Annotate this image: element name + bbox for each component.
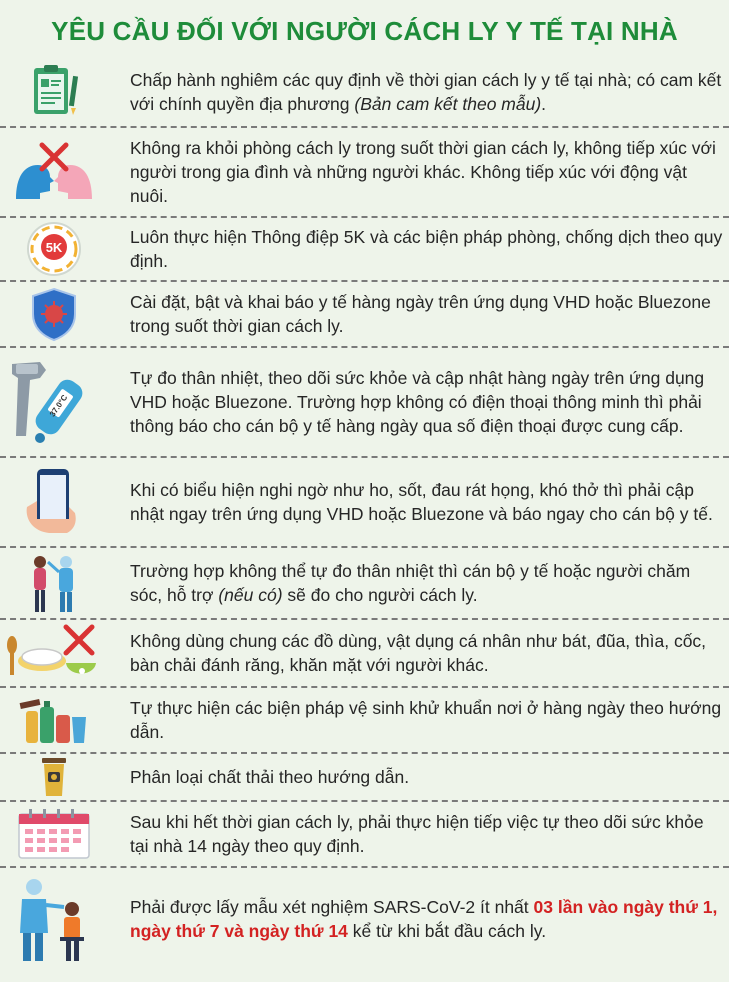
5k-badge-icon xyxy=(6,218,102,280)
no-sharing-dishes-icon xyxy=(6,620,102,686)
requirements-list xyxy=(0,58,729,970)
item-note: (nếu có) xyxy=(218,585,283,605)
list-item xyxy=(0,58,729,126)
list-item xyxy=(0,752,729,800)
item-text-end: sẽ đo cho người cách ly. xyxy=(287,585,478,605)
list-item xyxy=(0,866,729,970)
list-item xyxy=(0,346,729,456)
list-item xyxy=(0,546,729,618)
list-item xyxy=(0,618,729,686)
item-text: Tự thực hiện các biện pháp vệ sinh khử khuẩn nơi ở hàng ngày theo hướng dẫn. xyxy=(130,698,722,742)
item-text: Phân loại chất thải theo hướng dẫn. xyxy=(130,767,410,787)
item-end: . xyxy=(541,94,547,114)
smartphone-hand-icon xyxy=(6,458,102,546)
item-text: Luôn thực hiện Thông điệp 5K và các biện pháp phòng, chống dịch theo quy định. xyxy=(130,227,723,271)
list-item xyxy=(0,456,729,546)
thermo-reading: 37.0°C xyxy=(47,393,70,419)
item-text: Khi có biểu hiện nghi ngờ như ho, sốt, đau rát họng, khó thở thì phải cập nhật ngay trên ứng dụng VHD hoặc Bluezone và báo ngay cho cán bộ y tế. xyxy=(130,480,713,524)
item-text: Chấp hành nghiêm các quy định về thời gian cách ly y tế tại nhà; có cam kết với chính quyền địa phương xyxy=(130,70,722,114)
trash-bin-icon xyxy=(6,754,102,800)
badge-label: 5K xyxy=(45,240,63,255)
thermometer-icon xyxy=(6,348,102,456)
page-title: YÊU CẦU ĐỐI VỚI NGƯỜI CÁCH LY Y TẾ TẠI NHÀ xyxy=(51,16,678,46)
cleaning-supplies-icon xyxy=(6,688,102,752)
list-item xyxy=(0,800,729,866)
list-item xyxy=(0,126,729,216)
item-text: Không ra khỏi phòng cách ly trong suốt thời gian cách ly, không tiếp xúc với người trong gia đình và những người khác. Không tiếp xúc với động vật nuôi. xyxy=(130,138,716,206)
swab-test-icon xyxy=(6,868,102,970)
health-worker-measuring-icon xyxy=(6,548,102,618)
item-note: (Bản cam kết theo mẫu) xyxy=(354,94,542,114)
document-pen-icon xyxy=(6,58,102,126)
list-item xyxy=(0,280,729,346)
item-text: Không dùng chung các đồ dùng, vật dụng cá nhân như bát, đũa, thìa, cốc, bàn chải đánh răng, khăn mặt với người khác. xyxy=(130,631,707,675)
list-item xyxy=(0,686,729,752)
item-text: Tự đo thân nhiệt, theo dõi sức khỏe và cập nhật hàng ngày trên ứng dụng VHD hoặc Bluezone. Trường hợp không có điện thoại thông minh thì phải thông báo cho cán bộ y tế hàng ngày qua số điện thoại được cung cấp. xyxy=(130,368,705,436)
item-text-end: kể từ khi bắt đầu cách ly. xyxy=(352,921,547,941)
virus-shield-icon xyxy=(6,282,102,346)
calendar-icon xyxy=(6,802,102,866)
item-text: Sau khi hết thời gian cách ly, phải thực hiện tiếp việc tự theo dõi sức khỏe tại nhà 14 ngày theo quy định. xyxy=(130,812,704,856)
item-text: Trường hợp không thể tự đo thân nhiệt thì cán bộ y tế hoặc người chăm sóc, hỗ trợ xyxy=(130,561,691,605)
list-item xyxy=(0,216,729,280)
item-text: Phải được lấy mẫu xét nghiệm SARS-CoV-2 ít nhất xyxy=(130,897,529,917)
item-highlight: 03 lần vào ngày thứ 1, ngày thứ 7 và ngày thứ 14 xyxy=(130,897,718,941)
item-text: Cài đặt, bật và khai báo y tế hàng ngày trên ứng dụng VHD hoặc Bluezone trong suốt thời gian cách ly. xyxy=(130,292,711,336)
no-contact-faces-icon xyxy=(6,128,102,216)
